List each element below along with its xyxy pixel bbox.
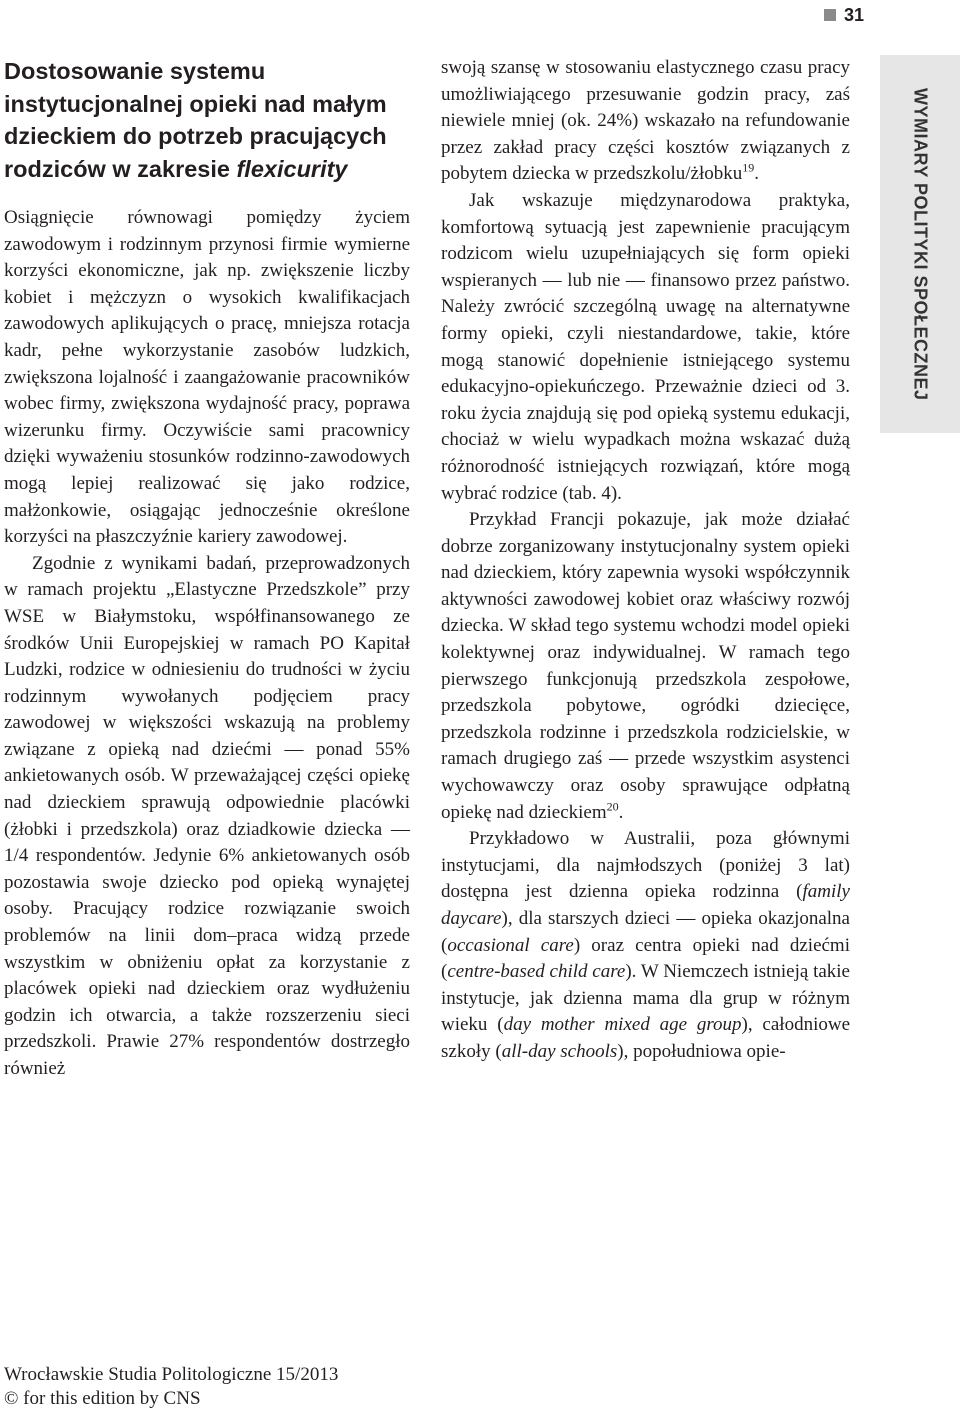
paragraph-text: .: [754, 163, 760, 185]
paragraph: [441, 55, 850, 188]
italic-term: centre-based child care: [447, 961, 626, 983]
paragraph-text: Przykład Francji pokazuje, jak może działać dobrze zorganizowany instytucjonalny system opieki nad dzieckiem, który zapewnia wysoki współczynnik aktywności zawodowej kobiet oraz właściwy rozwój dziecka. W skład tego systemu wchodzi model opieki kolektywnej oraz indywidualnej. W ramach tego pierwszego funkcjonują przedszkola zespołowe, przedszkola pobytowe, ogródki dziecięce, przedszkola rodzinne i przedszkola rodzicielskie, w ramach drugiego zaś — przede wszystkim asystenci wychowawczy oraz osoby sprawujące odpłatną opiekę nad dzieckiem: [441, 509, 850, 823]
paragraph-text: Przykładowo w Australii, poza głównymi instytucjami, dla najmłodszych (poniżej 3 lat) dostępna jest dzienna opieka rodzinna (: [441, 828, 850, 903]
paragraph-text: ), całodniowe szkoły (: [441, 1014, 851, 1062]
right-column: [441, 55, 850, 1066]
paragraph: Jak wskazuje międzynarodowa praktyka, komfortową sytuacją jest zapewnienie pracującym rodzicom wielu uzupełniających się form opieki wspieranych — lub nie — finansowo przez państwo. Należy zwrócić szczególną uwagę na alternatywne formy opieki, czyli niestandardowe, takie, które mogą stanowić dopełnienie istniejącego systemu edukacyjno-opiekuńczego. Przeważnie dzieci od 3. roku życia znajdują się pod opieką systemu edukacji, chociaż w wielu wypadkach można wskazać dużą różnorodność istniejących rozwiązań, które mogą wybrać rodzice (tab. 4).: [441, 189, 850, 504]
paragraph: [441, 826, 850, 1065]
footnote-ref: 19: [742, 161, 755, 176]
footnote-ref: 20: [606, 799, 619, 814]
italic-term: occasional care: [447, 934, 574, 956]
side-tab-label: WYMIARY POLITYKI SPOŁECZNEJ: [910, 87, 931, 401]
paragraph: [441, 507, 850, 826]
journal-name: Wrocławskie Studia Politologiczne 15/2013: [4, 1364, 339, 1385]
paragraph-text: ), dla starszych dzieci — opieka okazjonalna (: [441, 908, 850, 956]
left-column: [4, 55, 410, 1083]
square-bullet-icon: [824, 9, 836, 21]
italic-term: all-day schools: [501, 1040, 618, 1062]
page-number-text: 31: [843, 4, 864, 25]
copyright: © for this edition by CNS: [4, 1388, 201, 1409]
heading-italic: flexicurity: [236, 155, 348, 182]
paragraph: Zgodnie z wynikami badań, przeprowadzonych w ramach projektu „Elastyczne Przedszkole” przy WSE w Białymstoku, współfinansowanego ze środków Unii Europejskiej w ramach PO Kapitał Ludzki, rodzice w odniesieniu do trudności w życiu rodzinnym wywołanych podjęciem pracy zawodowej w większości wskazują na problemy związane z opieką nad dziećmi — ponad 55% ankietowanych osób. W przeważającej części opiekę nad dzieckiem sprawują odpowiednie placówki (żłobki i przedszkola) oraz dziadkowie dziecka — 1/4 respondentów. Jedynie 6% ankietowanych osób pozostawia swoje dziecko pod opieką wynajętej osoby. Pracujący rodzice rozwiązanie swoich problemów na linii dom–praca widzą przede wszystkim w obniżeniu opłat za korzystanie z placówek opieki nad dzieckiem oraz wydłużeniu godzin ich otwarcia, a także rozszerzeniu sieci przedszkoli. Prawie 27% respondentów dostrzegło również: [4, 552, 410, 1079]
heading-text: Dostosowanie systemu instytucjonalnej opieki nad małym dzieckiem do potrzeb pracujących rodziców w zakresie: [4, 58, 387, 182]
paragraph-text: ). W Niemczech istnieją takie instytucje, jak dzienna mama dla grup w różnym wieku (: [441, 961, 850, 1036]
paragraph: Osiągnięcie równowagi pomiędzy życiem zawodowym i rodzinnym przynosi firmie wymierne korzyści ekonomiczne, jak np. zwiększenie liczby kobiet i mężczyzn o wysokich kwalifikacjach zawodowych aplikujących o pracę, mniejsza rotacja kadr, pełne wykorzystanie zasobów ludzkich, zwiększona lojalność i zaangażowanie pracowników wobec firmy, zwiększona wydajność pracy, poprawa wizerunku firmy. Oczywiście sami pracownicy dzięki wyważeniu stosunków rodzinno-zawodowych mogą lepiej realizować się jako rodzice, małżonkowie, osiągając jednocześnie określone korzyści na płaszczyźnie kariery zawodowej.: [4, 207, 410, 548]
paragraph-text: ) oraz centra opieki nad dziećmi (: [441, 934, 850, 983]
section-heading: [4, 55, 410, 185]
paragraph-text: swoją szansę w stosowaniu elastycznego czasu pracy umożliwiającego przesuwanie godzin pracy, zaś niewiele mniej (ok. 24%) wskazało na refundowanie przez zakład pracy części kosztów związanych z pobytem dziecka w przedszkolu/żłobku: [441, 57, 850, 185]
footer: [4, 1363, 338, 1411]
section-side-tab: [880, 55, 960, 433]
paragraph-text: ), popołudniowa opie-: [617, 1040, 786, 1062]
italic-term: family daycare: [441, 881, 850, 929]
italic-term: day mother mixed age group: [503, 1014, 742, 1036]
page-number: [824, 0, 960, 30]
paragraph-text: .: [618, 801, 624, 823]
